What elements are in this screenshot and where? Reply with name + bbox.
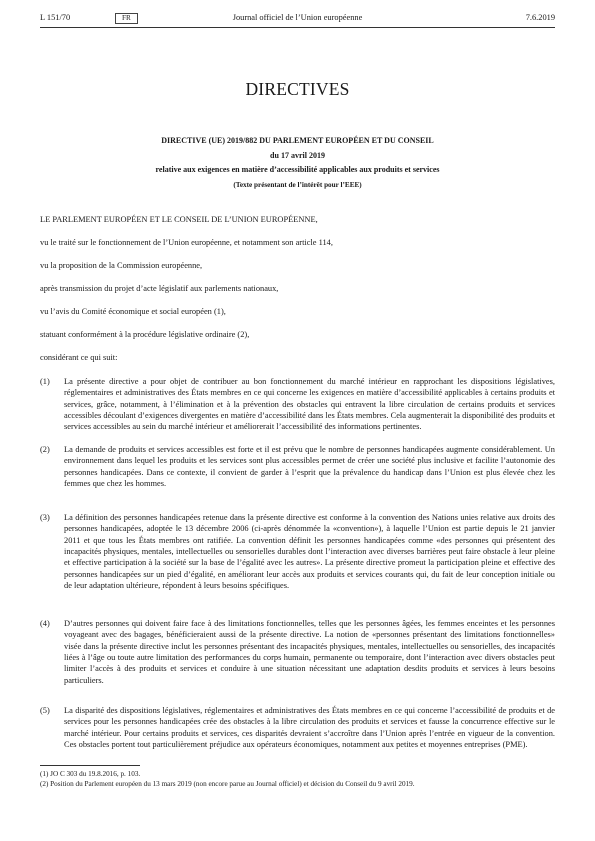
footnote: (2) Position du Parlement européen du 13 mars 2019 (non encore parue au Journal officiel) et décision du Conseil du 9 avril 2019. [40, 780, 415, 788]
publication-date: 7.6.2019 [525, 13, 555, 22]
directive-date: du 17 avril 2019 [270, 150, 325, 160]
language-badge: FR [115, 13, 138, 24]
page-header [40, 13, 555, 27]
recital [40, 444, 555, 489]
recital [40, 705, 555, 750]
recital [40, 618, 555, 686]
preamble-line: vu la proposition de la Commission européenne, [40, 261, 203, 270]
preamble-line: LE PARLEMENT EUROPÉEN ET LE CONSEIL DE L’UNION EUROPÉENNE, [40, 215, 318, 224]
recital-number: (5) [40, 706, 50, 715]
recital-text: La demande de produits et services accessibles est forte et il est prévu que le nombre de personnes handicapées augmente considérablement. Un environnement dans lequel les produits et les services sont plus accessibles permet de créer une société plus inclusive et facilite l’autonomie des personnes handicapées. Dans ce contexte, il convient de garder à l’esprit que la prévalence du handicap dans l’Union est plus élevée chez les femmes que chez les hommes. [64, 445, 555, 489]
recital-text: La définition des personnes handicapées retenue dans la présente directive est conforme à la convention des Nations unies relative aux droits des personnes handicapées, adoptée le 13 décembre 2006 (ci-après dénommée la «convention»), à laquelle l’Union est partie depuis le 21 janvier 2011 et que tous les États membres ont ratifiée. La convention définit les personnes handicapées comme «des personnes qui présentent des incapacités physiques, mentales, intellectuelles ou sensorielles durables dont l’interaction avec diverses barrières peut faire obstacle à leur pleine et effective participation à la société sur la base de l’égalité avec les autres». La présente directive promeut la participation pleine et effective des personnes handicapées sur un pied d’égalité, en améliorant leur accès aux produits et services courants qui, du fait de leur conception initiale ou de leur adaptation ultérieure, répondent à leurs besoins spécifiques. [64, 513, 555, 591]
preamble-line: après transmission du projet d’acte législatif aux parlements nationaux, [40, 284, 279, 293]
recital-number: (4) [40, 619, 50, 628]
recital [40, 376, 555, 433]
recital-number: (3) [40, 513, 50, 522]
section-title: DIRECTIVES [245, 79, 350, 99]
eea-relevance: (Texte présentant de l’intérêt pour l’EEE) [233, 180, 362, 189]
recital [40, 512, 555, 591]
recital-number: (2) [40, 445, 50, 454]
footnote-rule [40, 765, 140, 766]
directive-subject: relative aux exigences en matière d’accessibilité applicables aux produits et services [155, 165, 440, 175]
recital-text: D’autres personnes qui doivent faire face à des limitations fonctionnelles, telles que les personnes âgées, les femmes enceintes et les personnes voyageant avec des bagages, bénéficieraient aussi de la présente directive. La notion de «personnes présentant des limitations fonctionnelles» visée dans la présente directive inclut les personnes présentant des incapacités physiques, mentales, intellectuelles ou sensorielles, des incapacités liées à l’âge ou toute autre limitation des performances du corps humain, permanente ou temporaire, dont l’interaction avec divers obstacles peut limiter l’accès à des produits et services et conduire à une situation nécessitant une adaptation desdits produits et services à leurs besoins particuliers. [64, 619, 555, 685]
recital-text: La présente directive a pour objet de contribuer au bon fonctionnement du marché intérieur en rapprochant les dispositions législatives, réglementaires et administratives des États membres en ce qui concerne les exigences en matière d’accessibilité applicables à certains produits et services, grâce, notamment, à l’élimination et à la prévention des obstacles qui entravent la libre circulation de certains produits et services accessibles découlant d’exigences divergentes en matière d’accessibilité dans les États membres. Cela augmenterait la disponibilité des produits et services accessibles au sein du marché intérieur et améliorerait l’accessibilité des informations pertinentes. [64, 377, 555, 432]
preamble-line: vu le traité sur le fonctionnement de l’Union européenne, et notamment son article 114, [40, 238, 333, 247]
page-number: L 151/70 [40, 13, 71, 22]
preamble-line: statuant conformément à la procédure législative ordinaire (2), [40, 330, 250, 339]
directive-title-block [60, 134, 535, 192]
recital-number: (1) [40, 377, 50, 386]
journal-title: Journal officiel de l’Union européenne [232, 13, 363, 22]
preamble-line: considérant ce qui suit: [40, 353, 118, 362]
header-rule [40, 27, 555, 28]
preamble-line: vu l’avis du Comité économique et social européen (1), [40, 307, 226, 316]
recital-text: La disparité des dispositions législatives, réglementaires et administratives des États membres en ce qui concerne l’accessibilité de produits et de services pour les personnes handicapées crée des obstacles à la libre circulation des produits et services et fausse la concurrence effective sur le marché intérieur. Pour certains produits et services, ces disparités devraient s’accroître dans l’Union après l’entrée en vigueur de la convention. Ces obstacles portent tout particulièrement préjudice aux opérateurs économiques, notamment aux petites et moyennes entreprises (PME). [64, 706, 555, 750]
footnote: (1) JO C 303 du 19.8.2016, p. 103. [40, 770, 141, 778]
directive-title: DIRECTIVE (UE) 2019/882 DU PARLEMENT EUROPÉEN ET DU CONSEIL [161, 136, 434, 145]
